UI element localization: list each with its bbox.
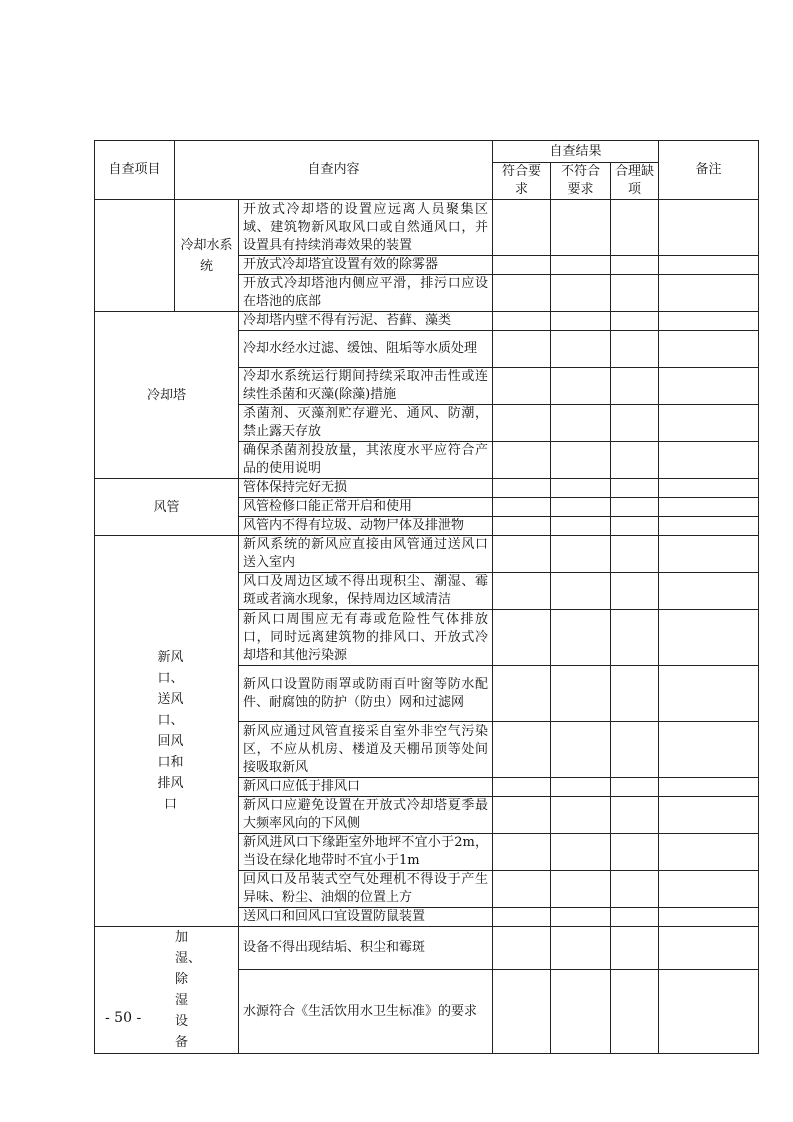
missing-cell[interactable] xyxy=(611,834,659,871)
missing-cell[interactable] xyxy=(611,536,659,573)
category-cell: 冷却水系统 xyxy=(175,200,239,312)
remarks-cell[interactable] xyxy=(659,498,759,517)
content-cell: 风口及周边区域不得出现积尘、潮湿、霉斑或者滴水现象，保持周边区域清洁 xyxy=(239,573,493,610)
category-cell: 新风口、送风口、回风口和排风口 xyxy=(95,536,239,927)
remarks-cell[interactable] xyxy=(659,908,759,927)
missing-cell[interactable] xyxy=(611,368,659,405)
table-row xyxy=(95,312,759,331)
missing-cell[interactable] xyxy=(611,927,659,970)
header-row-1 xyxy=(95,141,759,163)
remarks-cell[interactable] xyxy=(659,970,759,1054)
content-cell: 开放式冷却塔宜设置有效的除雾器 xyxy=(239,256,493,275)
missing-cell[interactable] xyxy=(611,970,659,1054)
remarks-cell[interactable] xyxy=(659,610,759,666)
table-body xyxy=(95,141,759,1054)
header-content: 自查内容 xyxy=(175,141,493,200)
comply-cell[interactable] xyxy=(493,200,551,256)
header-item: 自查项目 xyxy=(95,141,175,200)
remarks-cell[interactable] xyxy=(659,256,759,275)
header-missing: 合理缺项 xyxy=(611,163,659,200)
missing-cell[interactable] xyxy=(611,908,659,927)
missing-cell[interactable] xyxy=(611,778,659,797)
content-cell: 回风口及吊装式空气处理机不得设于产生异味、粉尘、油烟的位置上方 xyxy=(239,871,493,908)
non-comply-cell[interactable] xyxy=(551,908,611,927)
table-row xyxy=(95,927,759,970)
non-comply-cell[interactable] xyxy=(551,200,611,256)
content-cell: 新风口周围应无有毒或危险性气体排放口，同时远离建筑物的排风口、开放式冷却塔和其他污染源 xyxy=(239,610,493,666)
comply-cell[interactable] xyxy=(493,275,551,312)
comply-cell[interactable] xyxy=(493,442,551,479)
content-cell: 送风口和回风口宜设置防鼠装置 xyxy=(239,908,493,927)
remarks-cell[interactable] xyxy=(659,517,759,536)
non-comply-cell[interactable] xyxy=(551,256,611,275)
remarks-cell[interactable] xyxy=(659,722,759,778)
non-comply-cell[interactable] xyxy=(551,368,611,405)
non-comply-cell[interactable] xyxy=(551,778,611,797)
comply-cell[interactable] xyxy=(493,778,551,797)
table-row xyxy=(95,200,759,256)
table-row xyxy=(95,536,759,573)
content-cell: 开放式冷却塔的设置应远离人员聚集区域、建筑物新风取风口或自然通风口，并设置具有持续消毒效果的装置 xyxy=(239,200,493,256)
remarks-cell[interactable] xyxy=(659,536,759,573)
content-cell: 新风系统的新风应直接由风管通过送风口送入室内 xyxy=(239,536,493,573)
missing-cell[interactable] xyxy=(611,312,659,331)
remarks-cell[interactable] xyxy=(659,778,759,797)
comply-cell[interactable] xyxy=(493,256,551,275)
self-inspection-table xyxy=(94,140,759,1054)
non-comply-cell[interactable] xyxy=(551,498,611,517)
header-non-comply: 不符合要求 xyxy=(551,163,611,200)
missing-cell[interactable] xyxy=(611,871,659,908)
comply-cell[interactable] xyxy=(493,610,551,666)
content-cell: 设备不得出现结垢、积尘和霉斑 xyxy=(239,927,493,970)
comply-cell[interactable] xyxy=(493,573,551,610)
missing-cell[interactable] xyxy=(611,331,659,368)
table-row xyxy=(95,479,759,498)
comply-cell[interactable] xyxy=(493,498,551,517)
remarks-cell[interactable] xyxy=(659,666,759,722)
missing-cell[interactable] xyxy=(611,442,659,479)
non-comply-cell[interactable] xyxy=(551,834,611,871)
remarks-cell[interactable] xyxy=(659,797,759,834)
header-comply: 符合要求 xyxy=(493,163,551,200)
missing-cell[interactable] xyxy=(611,498,659,517)
content-cell: 水源符合《生活饮用水卫生标准》的要求 xyxy=(239,970,493,1054)
header-remarks: 备注 xyxy=(659,141,759,200)
missing-cell[interactable] xyxy=(611,479,659,498)
content-cell: 新风口设置防雨罩或防雨百叶窗等防水配件、耐腐蚀的防护（防虫）网和过滤网 xyxy=(239,666,493,722)
header-result-group: 自查结果 xyxy=(493,141,659,163)
non-comply-cell[interactable] xyxy=(551,479,611,498)
comply-cell[interactable] xyxy=(493,479,551,498)
content-cell: 风管检修口能正常开启和使用 xyxy=(239,498,493,517)
comply-cell[interactable] xyxy=(493,908,551,927)
missing-cell[interactable] xyxy=(611,573,659,610)
non-comply-cell[interactable] xyxy=(551,970,611,1054)
comply-cell[interactable] xyxy=(493,797,551,834)
non-comply-cell[interactable] xyxy=(551,536,611,573)
content-cell: 新风口应低于排风口 xyxy=(239,778,493,797)
comply-cell[interactable] xyxy=(493,666,551,722)
category-cell: 冷却塔 xyxy=(95,312,239,479)
missing-cell[interactable] xyxy=(611,256,659,275)
remarks-cell[interactable] xyxy=(659,275,759,312)
non-comply-cell[interactable] xyxy=(551,722,611,778)
non-comply-cell[interactable] xyxy=(551,442,611,479)
comply-cell[interactable] xyxy=(493,871,551,908)
content-cell: 风管内不得有垃圾、动物尸体及排泄物 xyxy=(239,517,493,536)
content-cell: 开放式冷却塔池内侧应平滑，排污口应设在塔池的底部 xyxy=(239,275,493,312)
comply-cell[interactable] xyxy=(493,722,551,778)
comply-cell[interactable] xyxy=(493,536,551,573)
non-comply-cell[interactable] xyxy=(551,275,611,312)
content-cell: 冷却塔内壁不得有污泥、苔藓、藻类 xyxy=(239,312,493,331)
remarks-cell[interactable] xyxy=(659,871,759,908)
content-cell: 冷却水经水过滤、缓蚀、阻垢等水质处理 xyxy=(239,331,493,368)
non-comply-cell[interactable] xyxy=(551,405,611,442)
comply-cell[interactable] xyxy=(493,970,551,1054)
comply-cell[interactable] xyxy=(493,927,551,970)
comply-cell[interactable] xyxy=(493,405,551,442)
comply-cell[interactable] xyxy=(493,312,551,331)
remarks-cell[interactable] xyxy=(659,368,759,405)
non-comply-cell[interactable] xyxy=(551,610,611,666)
missing-cell[interactable] xyxy=(611,610,659,666)
page-number: - 50 - xyxy=(105,1010,142,1026)
non-comply-cell[interactable] xyxy=(551,871,611,908)
missing-cell[interactable] xyxy=(611,722,659,778)
content-cell: 新风应通过风管直接采自室外非空气污染区，不应从机房、楼道及天棚吊顶等处间接吸取新风 xyxy=(239,722,493,778)
non-comply-cell[interactable] xyxy=(551,331,611,368)
content-cell: 管体保持完好无损 xyxy=(239,479,493,498)
category-cell: 加湿、除湿设备 xyxy=(95,927,239,1054)
missing-cell[interactable] xyxy=(611,797,659,834)
comply-cell[interactable] xyxy=(493,517,551,536)
comply-cell[interactable] xyxy=(493,331,551,368)
item-cell-blank xyxy=(95,200,175,312)
missing-cell[interactable] xyxy=(611,405,659,442)
remarks-cell[interactable] xyxy=(659,927,759,970)
non-comply-cell[interactable] xyxy=(551,573,611,610)
missing-cell[interactable] xyxy=(611,200,659,256)
content-cell: 确保杀菌剂投放量，其浓度水平应符合产品的使用说明 xyxy=(239,442,493,479)
remarks-cell[interactable] xyxy=(659,405,759,442)
category-cell: 风管 xyxy=(95,479,239,536)
non-comply-cell[interactable] xyxy=(551,927,611,970)
remarks-cell[interactable] xyxy=(659,331,759,368)
remarks-cell[interactable] xyxy=(659,834,759,871)
remarks-cell[interactable] xyxy=(659,573,759,610)
comply-cell[interactable] xyxy=(493,368,551,405)
missing-cell[interactable] xyxy=(611,666,659,722)
content-cell: 冷却水系统运行期间持续采取冲击性或连续性杀菌和灭藻(除藻)措施 xyxy=(239,368,493,405)
comply-cell[interactable] xyxy=(493,834,551,871)
missing-cell[interactable] xyxy=(611,517,659,536)
missing-cell[interactable] xyxy=(611,275,659,312)
remarks-cell[interactable] xyxy=(659,479,759,498)
content-cell: 杀菌剂、灭藻剂贮存避光、通风、防潮，禁止露天存放 xyxy=(239,405,493,442)
non-comply-cell[interactable] xyxy=(551,666,611,722)
remarks-cell[interactable] xyxy=(659,442,759,479)
content-cell: 新风进风口下缘距室外地坪不宜小于2m，当设在绿化地带时不宜小于1m xyxy=(239,834,493,871)
non-comply-cell[interactable] xyxy=(551,797,611,834)
remarks-cell[interactable] xyxy=(659,200,759,256)
non-comply-cell[interactable] xyxy=(551,312,611,331)
remarks-cell[interactable] xyxy=(659,312,759,331)
content-cell: 新风口应避免设置在开放式冷却塔夏季最大频率风向的下风侧 xyxy=(239,797,493,834)
non-comply-cell[interactable] xyxy=(551,517,611,536)
